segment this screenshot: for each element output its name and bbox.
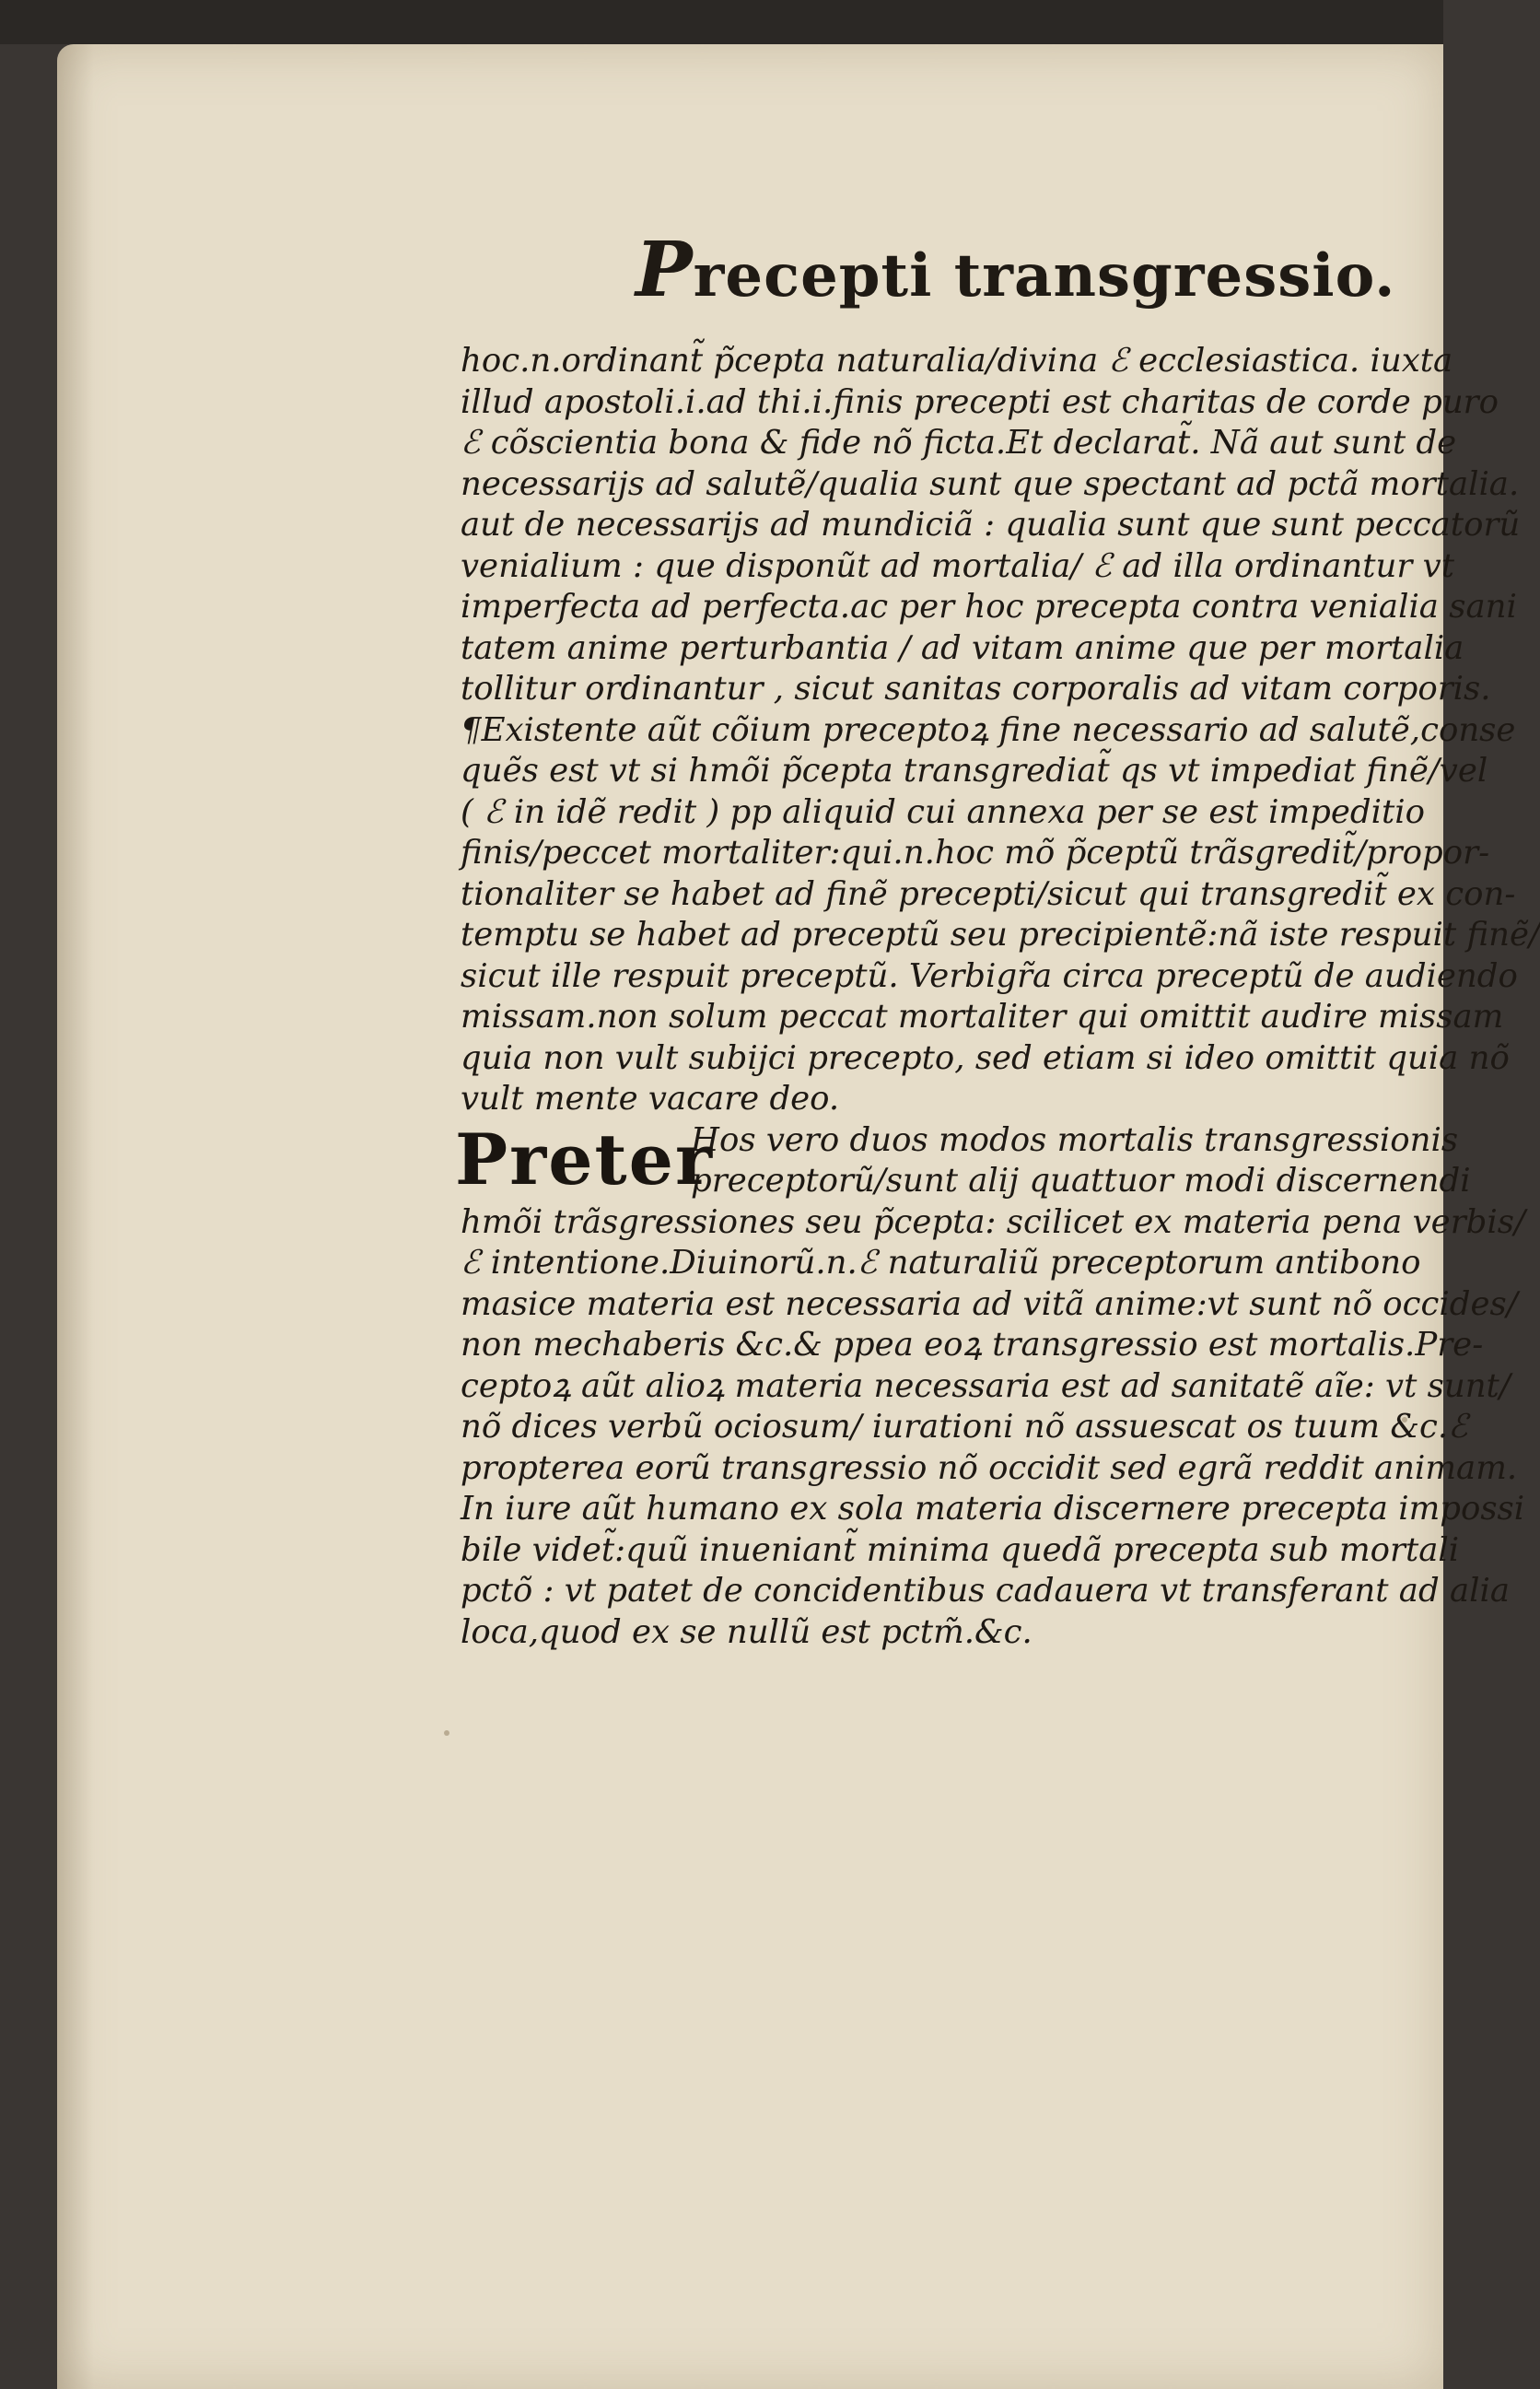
text-line: nõ dices verbũ ociosum/ iurationi nõ assuescat os tuum &c.ℰ [461, 1408, 1468, 1446]
text-line: venialium : que disponũt ad mortalia/ ℰ ad illa ordinantur vt [461, 546, 1454, 585]
paragraph-1 [461, 341, 1540, 1120]
text-line: missam.non solum peccat mortaliter qui omittit audire missam [461, 998, 1504, 1036]
text-line: quia non vult subijci precepto, sed etiam si ideo omittit quia nõ [461, 1038, 1510, 1077]
text-line: bile videt̃:quũ inueniant̃ minima quedã precepta sub mortali [461, 1530, 1460, 1569]
scan-background [0, 0, 1443, 44]
text-line: temptu se habet ad preceptũ seu precipientẽ:nã iste respuit finẽ/ [461, 916, 1540, 954]
text-line: finis/peccet mortaliter:qui.n.hoc mõ p̃ceptũ trãsgredit̃/propor- [461, 834, 1490, 872]
paper-fleck [444, 1730, 449, 1736]
text-line: sicut ille respuit preceptũ. Verbigr̃a circa preceptũ de audiendo [461, 956, 1518, 995]
text-line: masice materia est necessaria ad vitã anime:vt sunt nõ occides/ [461, 1284, 1518, 1323]
text-line: aut de necessarijs ad mundiciã : qualia sunt que sunt peccatorũ [461, 506, 1521, 544]
text-line: hoc.n.ordinant̃ p̃cepta naturalia/divina ℰ ecclesiastica. iuxta [461, 342, 1453, 380]
text-line: tollitur ordinantur , sicut sanitas corporalis ad vitam corporis. [461, 670, 1491, 708]
text-line: preceptorũ/sunt alij quattuor modi discernendi [691, 1162, 1471, 1200]
text-line: vult mente vacare deo. [461, 1080, 840, 1118]
text-line: propterea eorũ transgressio nõ occidit sed egrã reddit animam. [461, 1448, 1518, 1487]
text-line: hmõi trãsgressiones seu p̃cepta: scilicet ex materia pena verbis/ [461, 1202, 1525, 1241]
text-line: ℰ intentione.Diuinorũ.n.ℰ naturaliũ preceptorum antibono [461, 1244, 1421, 1282]
text-line: loca,quod ex se nullũ est pctm̃.&c. [461, 1612, 1032, 1651]
text-line: In iure aũt humano ex sola materia discernere precepta impossi [461, 1490, 1525, 1528]
text-line: quẽs est vt si hmõi p̃cepta transgrediat̃ qs vt impediat finẽ/vel [461, 752, 1488, 790]
header-initial: P [636, 226, 694, 314]
text-line: illud apostoli.i.ad thi.i.finis precepti est charitas de corde puro [461, 382, 1499, 421]
text-line: imperfecta ad perfecta.ac per hoc precepta contra venialia sani [461, 588, 1517, 626]
running-header [636, 226, 1396, 314]
text-line: non mechaberis &c.& ppea eoꝝ transgressio est mortalis.Pre- [461, 1326, 1484, 1364]
text-line: tatem anime perturbantia / ad vitam anime que per mortalia [461, 628, 1464, 667]
text-line: Hos vero duos modos mortalis transgressionis [691, 1120, 1459, 1159]
text-line: tionaliter se habet ad finẽ precepti/sicut qui transgredit̃ ex con- [461, 874, 1516, 913]
body-text [455, 341, 1540, 1653]
text-line: pctõ : vt patet de concidentibus cadauera vt transferant ad alia [461, 1572, 1510, 1610]
text-line: ( ℰ in idẽ redit ) pp aliquid cui annexa per se est impeditio [461, 792, 1425, 831]
text-line: ceptoꝝ aũt alioꝝ materia necessaria est ad sanitatẽ aĩe: vt sunt/ [461, 1366, 1511, 1405]
text-line: ℰ cõscientia bona & fide nõ ficta.Et declarat̃. Nã aut sunt de [461, 424, 1457, 462]
text-line: necessarijs ad salutẽ/qualia sunt que spectant ad pctã mortalia. [461, 464, 1520, 503]
text-line: ¶Existente aũt cõium preceptoꝝ fine necessario ad salutẽ,conse [461, 710, 1516, 749]
header-text: recepti transgressio. [693, 241, 1396, 310]
paragraph-2 [455, 1118, 1525, 1654]
display-word-preter: Preter [455, 1118, 715, 1200]
